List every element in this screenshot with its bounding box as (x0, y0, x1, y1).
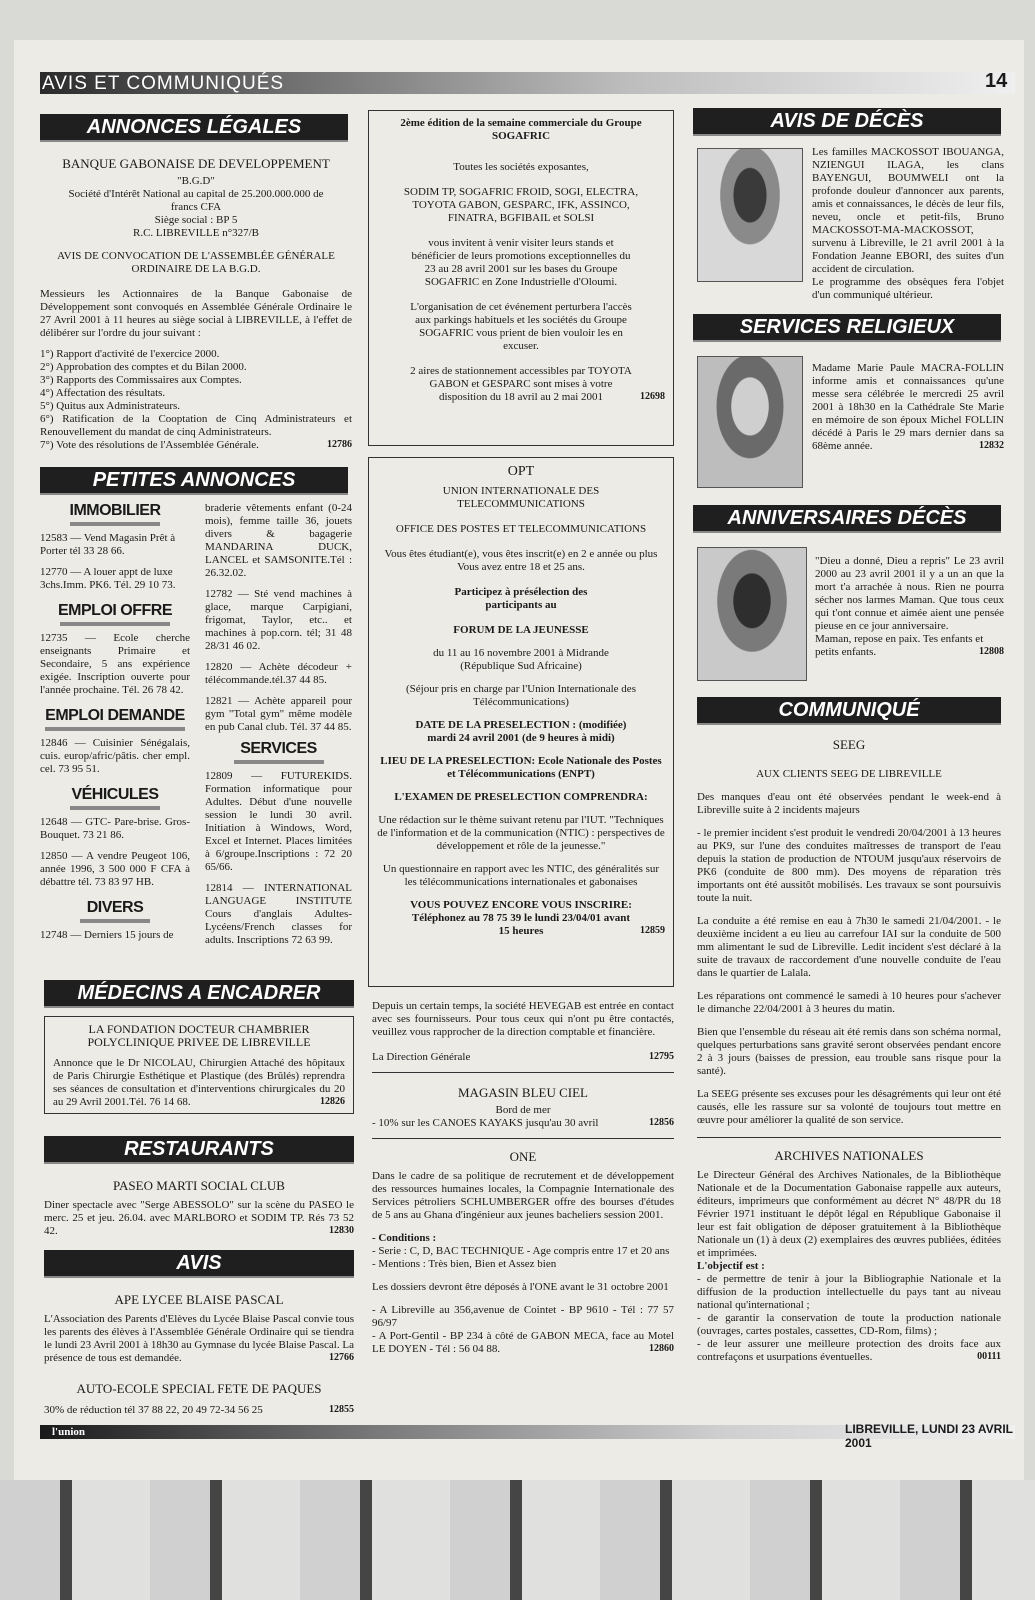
magasin-body: - 10% sur les CANOES KAYAKS jusqu'au 30 avril (372, 1117, 599, 1129)
agenda-item: 7°) Vote des résolutions de l'Assemblée Générale. (40, 439, 259, 451)
ad-item: 12648 — GTC- Pare-brise. Gros-Bouquet. 73 21 86. (40, 816, 190, 841)
hevegab-body: Depuis un certain temps, la société HEVEGAB est entrée en contact avec ses fournisseurs. Pour tous ceux qui n'ont pu être contactés, veuillez vous rapprocher de la direction comptable et financière. (372, 1000, 674, 1038)
portrait-photo (697, 356, 803, 488)
anniversaires-sign: Maman, repose en paix. Tes enfants et petits enfants. (815, 633, 984, 658)
heading-immobilier: IMMOBILIER (69, 502, 161, 519)
ref-number: 00111 (977, 1351, 1001, 1362)
banner-anniversaires: ANNIVERSAIRES DÉCÈS (693, 505, 1001, 533)
one-cond: - Conditions : (372, 1232, 437, 1244)
medecins-body: Annonce que le Dr NICOLAU, Chirurgien Attaché des hôpitaux de Paris Chirurgie Esthétique et Plastique (des Brûlés) reprendra ses séances de consultation et d'interventions chirurgicales du 20 au 29 Avril 2001.Tél. 76 14 68. (53, 1057, 345, 1108)
opt-box (368, 457, 674, 987)
heading-emploi-offre: EMPLOI OFFRE (58, 602, 172, 619)
agenda-item: 6°) Ratification de la Cooptation de Cinq Administrateurs et Renouvellement du mandat de cinq Administrateurs. (40, 413, 352, 438)
anniversaires-body: "Dieu a donné, Dieu a repris" Le 23 avril 2000 au 23 avril 2001 il y a un an que la mort t'a arrachée à nous. Rien ne pourra sécher nos larmes Maman. Que tous ceux qui t'ont connue et aimée aient une pensée pieuse en ce jour anniversaire. (815, 555, 1004, 632)
opt-p: Participez à présélection des participants au (454, 586, 588, 611)
archives-title: ARCHIVES NATIONALES (774, 1148, 924, 1163)
sogafric-title: 2ème édition de la semaine commerciale du Groupe SOGAFRIC (400, 117, 642, 142)
deces-body: Les familles MACKOSSOT IBOUANGA, NZIENGUI ILAGA, les clans BAYENGUI, BOUMWELI ont la profonde douleur d'annoncer aux parents, amis et connaissances, le décès de leur fils, neveu, oncle et petit-fils, Bruno MACKOSSOT-MA-MACKOSSOT, survenu à Libreville, le 21 avril 2001 à la Fondation Jeanne EBORI, des suites d'un accident de circulation. (812, 146, 1004, 275)
ad-item: braderie vêtements enfant (0-24 mois), femme taille 36, jouets divers & bagagerie MANDARINA DUCK, LANCEL et SAMSONITE.Tél : 26.32.02. (205, 502, 352, 579)
opt-p: L'EXAMEN DE PRESELECTION COMPRENDRA: (394, 791, 648, 803)
ref-number: 12830 (329, 1225, 354, 1236)
avis-body: L'Association des Parents d'Elèves du Lycée Blaise Pascal convie tous les parents des élèves à l'Assemblée Générale Ordinaire qui se tiendra le lundi 23 Avril 2001 à 18h30 au Gymnase du lycée Blaise Pascal. La présence de tous est demandée. (44, 1313, 354, 1364)
sogafric-line: vous invitent à venir visiter leurs stands et bénéficier de leurs promotions exceptionnelles du 23 au 28 avril 2001 sur les bases du Groupe SOGAFRIC en Zone Industrielle d'Oloumi. (411, 237, 631, 288)
one-libreville: - A Libreville au 356,avenue de Cointet - BP 9610 - Tél : 77 57 96/97 (372, 1304, 674, 1329)
opt-p: Vous êtes étudiant(e), vous êtes inscrit(e) en 2 e année ou plus Vous avez entre 18 et 25 ans. (384, 548, 658, 573)
ref-number: 12786 (327, 439, 352, 450)
agenda-item: 3°) Rapports des Commissaires aux Comptes. (40, 374, 242, 386)
communique-p: La conduite a été remise en eau à 7h30 le samedi 21/04/2001. - le deuxième incident a eu lieu au carrefour IAI sur la conduite de 500 mm alimentant le sud de Libreville. Ledit incident s'est déclaré à la suite de travaux de raccordement d'une nouvelle conduite de l'eau dans le quartier de Lalala. (697, 915, 1001, 979)
religieux-text (812, 362, 1004, 451)
archives-item: - de permettre de tenir à jour la Bibliographie Nationale et la diffusion de la production intellectuelle du pays tant au niveau national qu'international ; (697, 1273, 1001, 1311)
magasin-title: MAGASIN BLEU CIEL (458, 1085, 588, 1100)
banner-petites-annonces: PETITES ANNONCES (40, 467, 348, 495)
avis-title: APE LYCEE BLAISE PASCAL (114, 1292, 284, 1307)
restaurant-body: Diner spectacle avec "Serge ABESSOLO" sur la scène du PASEO le merc. 25 et jeu. 26.04. avec MARLBORO et SODIM TP. Rés 73 52 42. (44, 1199, 354, 1237)
dateline: LIBREVILLE, LUNDI 23 AVRIL 2001 (845, 1422, 1013, 1450)
ad-item: 12809 — FUTUREKIDS. Formation informatique pour Adultes. Début d'une nouvelle session le lundi 30 avril. Initiation à Windows, Word, Excel et Internet. Places limitées à 6/groupe.Inscriptions : 72 20 65/66. (205, 770, 352, 873)
ad-item: 12782 — Sté vend machines à glace, marque Carpigiani, frigomat, Taylor, etc.. et machines à pop.corn. tél; 31 48 28/31 46 02. (205, 588, 352, 652)
section-title: AVIS ET COMMUNIQUÉS (42, 73, 285, 94)
medecins-title: LA FONDATION DOCTEUR CHAMBRIER POLYCLINIQUE PRIVEE DE LIBREVILLE (87, 1022, 311, 1049)
one-serie: - Serie : C, D, BAC TECHNIQUE - Age compris entre 17 et 20 ans (372, 1245, 670, 1257)
banner-avis: AVIS (44, 1250, 354, 1278)
ad-item: 12735 — Ecole cherche enseignants Primaire et Secondaire, 5 ans expérience exigée. Inscription ouverte pour l'année prochaine. Tél. 26 78 42. (40, 632, 190, 696)
right-column (693, 108, 1001, 136)
heading-divers: DIVERS (86, 899, 144, 916)
bgd-abbr: "B.G.D" (177, 175, 215, 187)
page-number: 14 (985, 70, 1008, 92)
ad-item: 12846 — Cuisinier Sénégalais, cuis. europ/afric/pâtis. cher empl. cel. 73 95 51. (40, 737, 190, 775)
opt-p: Une rédaction sur le thème suivant retenu par l'IUT. "Techniques de l'information et de la communication (NTIC) : perspectives de développement et rôle de la jeunesse." (377, 814, 665, 852)
heading-emploi-demande: EMPLOI DEMANDE (45, 707, 185, 724)
one-mentions: - Mentions : Très bien, Bien et Assez bien (372, 1258, 557, 1270)
ref-number: 12826 (320, 1096, 345, 1107)
deces-text (812, 146, 1004, 302)
ad-item: 12814 — INTERNATIONAL LANGUAGE INSTITUTE Cours d'anglais Adultes-Lycéens/French classes for adults. Inscriptions 72 63 99. (205, 882, 352, 946)
agenda-list (40, 348, 352, 452)
opt-forum: FORUM DE LA JEUNESSE (453, 624, 589, 636)
deces-body-2: Le programme des obsèques fera l'objet d'un communiqué ultérieur. (812, 276, 1004, 301)
communique-section (697, 697, 1001, 1362)
medecins-box (44, 1016, 354, 1114)
heading-vehicules: VÉHICULES (71, 786, 159, 803)
agenda-item: 2°) Approbation des comptes et du Bilan 2000. (40, 361, 247, 373)
opt-p: (Séjour pris en charge par l'Union Internationale des Télécommunications) (406, 683, 636, 708)
petites-annonces-left (40, 502, 190, 942)
petites-annonces (40, 467, 352, 495)
bgd-society: Société d'Intérêt National au capital de 25.200.000.000 de francs CFA (68, 188, 324, 213)
ref-number: 12808 (979, 646, 1004, 657)
religieux-body: Madame Marie Paule MACRA-FOLLIN informe amis et connaissances qu'une messe sera célébrée le mercredi 25 avril 2001 à 18h30 en la Cathédrale Ste Marie en mémoire de son époux Michel FOLLIN décédé à Paris le 29 mars dernier dans sa 68ème année. (812, 362, 1004, 452)
archives-item: - de garantir la conservation de toute la production nationale (ouvrages, cartes postales, cassettes, CD-Rom, films) ; (697, 1312, 1001, 1337)
restaurants-section (44, 1136, 354, 1236)
ref-number: 12859 (640, 925, 665, 936)
archives-item: - de leur assurer une meilleure protection des droits face aux contrefaçons et usurpations éventuelles. (697, 1338, 1001, 1363)
agenda-item: 5°) Quitus aux Administrateurs. (40, 400, 181, 412)
banner-annonces-legales: ANNONCES LÉGALES (40, 114, 348, 142)
archives-body: Le Directeur Général des Archives Nationales, de la Bibliothèque Nationale et de la Documentation Gabonaise rappelle aux auteurs, éditeurs, imprimeurs que conformément au décret N° 48/PR du 18 Février 1971 instituant le dépôt légal en République Gabonaise il leur est fait obligation de déposer gratuitement à la Bibliothèque Nationale un (1) à deux (2) exemplaires des œuvres publiées, éditées et imprimées. (697, 1169, 1001, 1259)
one-port-gentil: - A Port-Gentil - BP 234 à côté de GABON MECA, face au Motel LE DOYEN - Tél : 56 04 88. (372, 1330, 674, 1355)
auto-ecole-body: 30% de réduction tél 37 88 22, 20 49 72-34 56 25 (44, 1404, 263, 1416)
ref-number: 12832 (979, 440, 1004, 451)
bgd-name: BANQUE GABONAISE DE DEVELOPPEMENT (62, 156, 330, 171)
opt-p: VOUS POUVEZ ENCORE VOUS INSCRIRE: Téléphonez au 78 75 39 le lundi 23/04/01 avant 15 heures (410, 899, 632, 937)
magasin-sub: Bord de mer (495, 1104, 551, 1116)
anniversaires-text (815, 555, 1004, 657)
sogafric-box (368, 110, 674, 446)
agenda-item: 1°) Rapport d'activité de l'exercice 2000. (40, 348, 220, 360)
ad-item: 12850 — A vendre Peugeot 106, année 1996, 3 500 000 F CFA à débattre tél. 73 83 97 HB. (40, 850, 190, 888)
mother-photo (697, 547, 807, 681)
one-body: Dans le cadre de sa politique de recrutement et de développement des ressources humaines locales, la Compagnie Internationale des Services pétroliers SCHLUMBERGER offre des bourses d'études de 5 ans au Ghana d'ingénieur aux jeunes bacheliers session 2001. (372, 1170, 674, 1221)
ref-number: 12856 (649, 1117, 674, 1128)
communique-p: - le premier incident s'est produit le vendredi 20/04/2001 à 13 heures au PK9, sur l'une des conduites maîtresses de transport de l'eau depuis la station de production de NTOUM jusqu'aux réservoirs de PK6 (conduite de 800 mm). Des moyens de réparation très importants ont été aussitôt mobilisés. Les travaux se sont poursuivis toute la nuit. (697, 827, 1001, 904)
banner-medecins: MÉDECINS A ENCADRER (44, 980, 354, 1008)
banner-restaurants: RESTAURANTS (44, 1136, 354, 1164)
ref-number: 12698 (640, 391, 665, 402)
sogafric-line: Toutes les sociétés exposantes, (453, 161, 589, 173)
restaurant-title: PASEO MARTI SOCIAL CLUB (113, 1178, 285, 1193)
opt-p: LIEU DE LA PRESELECTION: Ecole Nationale des Postes et Télécommunications (ENPT) (380, 755, 662, 780)
sogafric-line: 2 aires de stationnement accessibles par TOYOTA GABON et GESPARC sont mises à votre disposition du 18 avril au 2 mai 2001 (410, 365, 632, 403)
one-dossiers: Les dossiers devront être déposés à l'ONE avant le 31 octobre 2001 (372, 1281, 669, 1293)
anniversaires-section (693, 505, 1001, 533)
agenda-item: 4°) Affectation des résultats. (40, 387, 166, 399)
communique-p: Des manques d'eau ont été observées pendant le week-end à Libreville suite à 2 incidents majeurs (697, 791, 1001, 816)
sogafric-line: L'organisation de cet événement perturbera l'accès aux parkings habituels et les sociétés du Groupe SOGAFRIC vous prient de bien vouloir les en excuser. (410, 301, 632, 352)
archives-objective: L'objectif est : (697, 1260, 765, 1272)
bgd-notice-body: Messieurs les Actionnaires de la Banque Gabonaise de Développement sont convoqués en Assemblée Générale Ordinaire le 27 Avril 2001 à 11 heures au siège social à LIBREVILLE, à l'effet de délibérer sur l'ordre du jour suivant : (40, 288, 352, 339)
ad-item: 12748 — Derniers 15 jours de (40, 929, 174, 941)
banner-communique: COMMUNIQUÉ (697, 697, 1001, 725)
communique-p: Bien que l'ensemble du réseau ait été remis dans son schéma normal, quelques perturbations sans gravité seront observées pendant encore 2 à 3 jours (baisses de pression, eau trouble sans risque pour la santé). (697, 1026, 1001, 1077)
ad-item: 12583 — Vend Magasin Prêt à Porter tél 33 28 66. (40, 532, 176, 557)
religieux-section (693, 314, 1001, 342)
medecins-section (44, 980, 354, 1114)
one-title: ONE (509, 1149, 537, 1164)
ref-number: 12795 (649, 1051, 674, 1062)
avis-section (44, 1250, 354, 1417)
opt-office: OFFICE DES POSTES ET TELECOMMUNICATIONS (395, 523, 647, 535)
deceased-photo (697, 148, 803, 282)
middle-lower (372, 1000, 674, 1354)
ad-item: 12821 — Achète appareil pour gym "Total gym" même modèle en pub Canal club. Tél. 37 44 85. (205, 695, 352, 733)
left-column (40, 114, 352, 450)
communique-org: SEEG (832, 737, 866, 752)
ref-number: 12860 (649, 1343, 674, 1354)
heading-services: SERVICES (240, 740, 317, 757)
bgd-notice-title: AVIS DE CONVOCATION DE L'ASSEMBLÉE GÉNÉRALE ORDINAIRE DE LA B.G.D. (57, 250, 335, 275)
opt-p: du 11 au 16 novembre 2001 à Midrande (République Sud Africaine) (433, 647, 609, 672)
communique-p: La SEEG présente ses excuses pour les désagréments qui leur ont été causés, elle les rassure sur sa volonté de toujours tout mettre en œuvre pour améliorer la qualité de son service. (697, 1088, 1001, 1126)
ad-item: 12820 — Achète décodeur + télécommande.tél.37 44 85. (205, 661, 352, 686)
banner-avis-deces: AVIS DE DÉCÈS (693, 108, 1001, 136)
scan-background (0, 1480, 1035, 1600)
communique-title: AUX CLIENTS SEEG DE LIBREVILLE (756, 768, 942, 780)
bgd-siege: Siège social : BP 5 (154, 214, 238, 226)
ref-number: 12766 (329, 1352, 354, 1363)
banner-services-religieux: SERVICES RELIGIEUX (693, 314, 1001, 342)
opt-p: DATE DE LA PRESELECTION : (modifiée) mardi 24 avril 2001 (de 9 heures à midi) (415, 719, 627, 744)
auto-ecole-title: AUTO-ECOLE SPECIAL FETE DE PAQUES (76, 1381, 322, 1396)
sogafric-line: SODIM TP, SOGAFRIC FROID, SOGI, ELECTRA, TOYOTA GABON, GESPARC, IFK, ASSINCO, FINATRA, BGFIBAIL et SOLSI (403, 186, 639, 224)
communique-p: Les réparations ont commencé le samedi à 10 heures pour s'achever le dimanche 22/04/2001 à 3 heures du matin. (697, 990, 1001, 1015)
paper-name: l'union (52, 1426, 86, 1438)
ref-number: 12855 (329, 1404, 354, 1415)
opt-sub: UNION INTERNATIONALE DES TELECOMMUNICATIONS (442, 485, 600, 510)
opt-p: Un questionnaire en rapport avec les NTIC, des généralités sur les télécommunications internationales et gabonaises (382, 863, 660, 888)
opt-title: OPT (507, 464, 535, 479)
hevegab-sign: La Direction Générale (372, 1051, 471, 1063)
ad-item: 12770 — A louer appt de luxe 3chs.Imm. PK6. Tél. 29 10 73. (40, 566, 176, 591)
petites-annonces-right (205, 502, 352, 947)
bgd-rc: R.C. LIBREVILLE n°327/B (132, 227, 259, 239)
